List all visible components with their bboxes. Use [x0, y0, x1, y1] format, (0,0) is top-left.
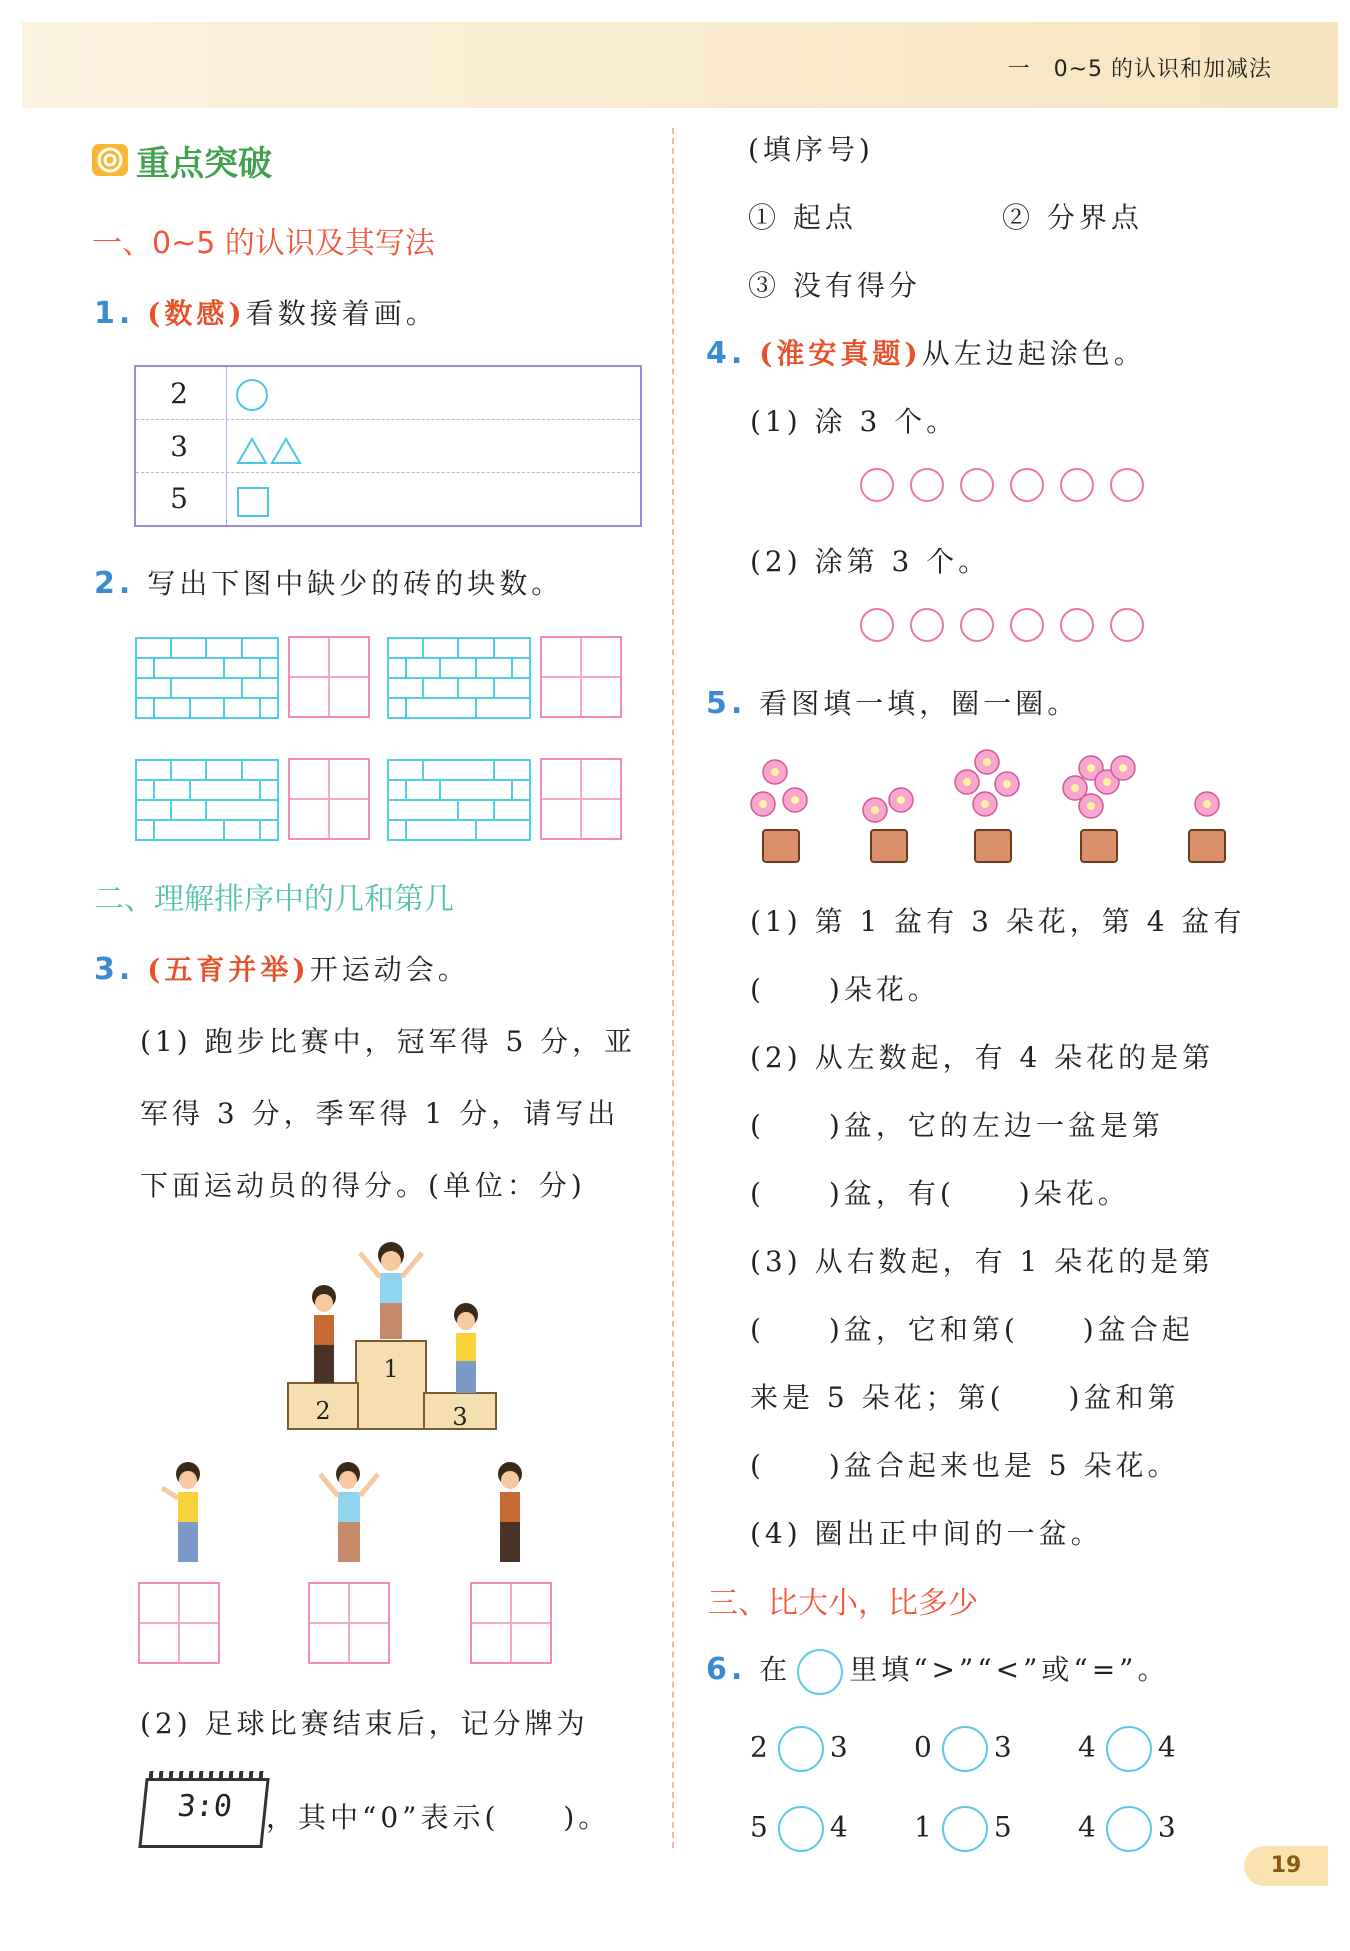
q2-text: 写出下图中缺少的砖的块数。 [147, 567, 564, 600]
color-circle[interactable] [910, 608, 944, 642]
answer-box[interactable] [288, 758, 370, 840]
q5-text: 看图填一填，圈一圈。 [759, 687, 1080, 720]
option-1: ① 起点 [748, 201, 857, 234]
section-badge-icon [90, 142, 130, 182]
q5-line: (1) 第 1 盆有 3 朵花，第 4 盆有 [750, 905, 1246, 938]
q3-p1-line3: 下面运动员的得分。(单位：分) [140, 1169, 586, 1202]
q5-line: (4) 圈出正中间的一盆。 [750, 1517, 1103, 1550]
q1 [94, 292, 438, 332]
color-circle[interactable] [860, 608, 894, 642]
scoreboard [138, 1778, 269, 1848]
compare-item: 4 4 [1078, 1726, 1180, 1772]
color-circle[interactable] [1110, 608, 1144, 642]
compare-blank[interactable] [942, 1806, 988, 1852]
compare-blank[interactable] [778, 1806, 824, 1852]
score-value: 3:0 [175, 1789, 234, 1824]
flower-pots [745, 748, 1245, 868]
podium-rank: 1 [383, 1355, 399, 1383]
compare-item: 1 5 [914, 1806, 1016, 1852]
color-circle[interactable] [1060, 468, 1094, 502]
q5-line: 来是 5 朵花；第( )盆和第 [750, 1381, 1180, 1414]
section-title: 重点突破 [136, 144, 272, 184]
q6 [706, 1648, 1169, 1695]
option-2: ② 分界点 [1002, 201, 1143, 234]
answer-box[interactable] [540, 758, 622, 840]
right-cont: (填序号) [748, 133, 874, 166]
compare-blank[interactable] [778, 1726, 824, 1772]
blank-circle-icon [797, 1649, 843, 1695]
chapter-title: 一 0~5 的认识和加减法 [1007, 57, 1272, 82]
q1-text: 看数接着画。 [245, 297, 438, 330]
compare-item: 2 3 [750, 1726, 852, 1772]
compare-item: 5 4 [750, 1806, 852, 1852]
podium-illustration [284, 1235, 504, 1435]
compare-item: 0 3 [914, 1726, 1016, 1772]
q6-text-b: 里填“>”“<”或“=”。 [849, 1653, 1170, 1686]
compare-blank[interactable] [942, 1726, 988, 1772]
q5 [706, 682, 1079, 722]
sec3-title: 三、比大小，比多少 [708, 1586, 978, 1621]
q5-line: ( )盆合起来也是 5 朵花。 [750, 1449, 1180, 1482]
color-circle[interactable] [960, 468, 994, 502]
compare-blank[interactable] [1106, 1726, 1152, 1772]
q1-row-number: 2 [170, 377, 192, 410]
answer-box[interactable] [288, 636, 370, 718]
q5-line: ( )盆，它的左边一盆是第 [750, 1109, 1164, 1142]
q3-tag: (五育并举) [147, 953, 310, 986]
q4-p1: (1) 涂 3 个。 [750, 405, 959, 438]
q3-p1-line1: (1) 跑步比赛中，冠军得 5 分，亚 [140, 1025, 637, 1058]
color-circle[interactable] [1060, 608, 1094, 642]
q3 [94, 948, 470, 988]
q3-p2-line2: ，其中“0”表示( )。 [266, 1801, 611, 1834]
answer-box[interactable] [308, 1582, 390, 1664]
q5-line: ( )朵花。 [750, 973, 940, 1006]
q5-number: 5. [706, 686, 747, 721]
sec2-title: 二、理解排序中的几和第几 [94, 882, 454, 917]
q6-number: 6. [706, 1652, 747, 1687]
q1-number: 1. [94, 296, 135, 331]
q1-row-number: 3 [170, 430, 192, 463]
q6-text-a: 在 [759, 1653, 792, 1686]
q4-p2: (2) 涂第 3 个。 [750, 545, 991, 578]
q3-number: 3. [94, 952, 135, 987]
page-number: 19 [1244, 1846, 1328, 1886]
answer-box[interactable] [470, 1582, 552, 1664]
column-divider [672, 128, 674, 1848]
q2-number: 2. [94, 566, 135, 601]
q2 [94, 562, 563, 602]
podium-rank: 3 [452, 1403, 468, 1431]
color-circle[interactable] [1010, 468, 1044, 502]
compare-blank[interactable] [1106, 1806, 1152, 1852]
answer-box[interactable] [540, 636, 622, 718]
answer-box[interactable] [138, 1582, 220, 1664]
q3-p1-line2: 军得 3 分，季军得 1 分，请写出 [140, 1097, 620, 1130]
q4-number: 4. [706, 336, 747, 371]
q4-tag: (淮安真题) [759, 337, 922, 370]
q4 [706, 332, 1146, 372]
runners-illustration [140, 1460, 580, 1575]
q5-line: (3) 从右数起，有 1 朵花的是第 [750, 1245, 1215, 1278]
q1-table [134, 365, 642, 527]
q1-shapes [232, 373, 452, 523]
q3-p2-line1: (2) 足球比赛结束后，记分牌为 [140, 1707, 589, 1740]
q5-line: (2) 从左数起，有 4 朵花的是第 [750, 1041, 1215, 1074]
q3-text: 开运动会。 [309, 953, 470, 986]
q4-circle-row-2 [860, 608, 1160, 646]
q1-tag: (数感) [147, 297, 246, 330]
q5-line: ( )盆，它和第( )盆合起 [750, 1313, 1194, 1346]
sec1-title: 一、0~5 的认识及其写法 [92, 226, 435, 261]
q5-line: ( )盆，有( )朵花。 [750, 1177, 1130, 1210]
color-circle[interactable] [910, 468, 944, 502]
compare-item: 4 3 [1078, 1806, 1180, 1852]
color-circle[interactable] [1010, 608, 1044, 642]
option-3: ③ 没有得分 [748, 269, 921, 302]
podium-rank: 2 [315, 1397, 331, 1425]
color-circle[interactable] [960, 608, 994, 642]
q4-text: 从左边起涂色。 [921, 337, 1146, 370]
color-circle[interactable] [860, 468, 894, 502]
color-circle[interactable] [1110, 468, 1144, 502]
q4-circle-row-1 [860, 468, 1160, 506]
q1-row-number: 5 [170, 482, 192, 515]
